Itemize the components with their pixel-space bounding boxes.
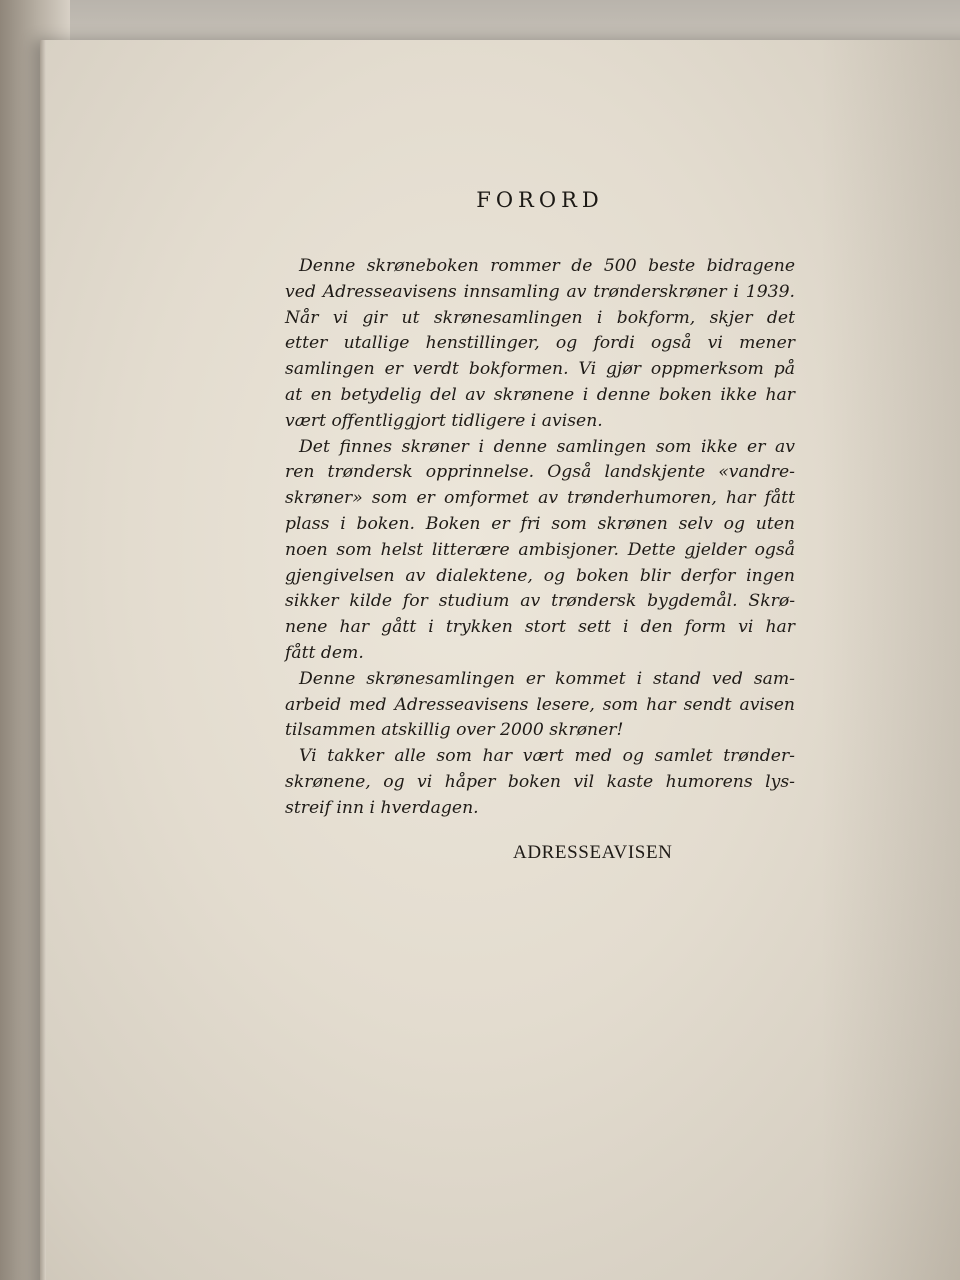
text-line: Vi takker alle som har vært med og samlet trønder- [299,746,795,767]
text-line: at en betydelig del av skrønene i denne boken ikke har [285,384,795,405]
text-line: ren trøndersk opprinnelse. Også landskjente «vandre- [285,462,795,483]
text-line: Denne skrøneboken rommer de 500 beste bidragene [299,256,795,276]
paragraph-1 [285,254,795,435]
text-line: streif inn i hverdagen. [285,797,479,818]
text-line: plass i boken. Boken er fri som skrønen selv og uten [285,513,795,534]
paragraph-3 [285,667,795,744]
paragraph-2 [285,435,795,667]
page-shadow [820,40,960,1280]
text-line: sikker kilde for studium av trøndersk bygdemål. Skrø- [285,591,795,612]
foreword-text-block [285,188,795,864]
text-line: fått dem. [285,642,364,663]
text-line: Det finnes skrøner i denne samlingen som ikke er av [299,436,795,457]
text-line: samlingen er verdt bokformen. Vi gjør oppmerksom på [285,359,795,380]
paragraph-4 [285,744,795,821]
text-line: nene har gått i trykken stort sett i den form vi har [285,617,795,638]
text-line: ved Adresseavisens innsamling av trønderskrøner i 1939. [285,281,795,302]
text-line: gjengivelsen av dialektene, og boken blir derfor ingen [285,565,795,586]
text-line: skrøner» som er omformet av trønderhumoren, har fått [285,488,795,509]
page-edge [40,40,46,1280]
text-line: Denne skrønesamlingen er kommet i stand ved sam- [299,668,795,689]
text-line: skrønene, og vi håper boken vil kaste humorens lys- [285,771,795,792]
signature: ADRESSEAVISEN [513,841,673,863]
text-line: arbeid med Adresseavisens lesere, som har sendt avisen [285,694,795,715]
text-line: noen som helst litterære ambisjoner. Dette gjelder også [285,539,795,560]
text-line: Når vi gir ut skrønesamlingen i bokform, skjer det [285,307,795,328]
page-title: FORORD [476,188,604,212]
text-line: vært offentliggjort tidligere i avisen. [285,410,603,431]
text-line: etter utallige henstillinger, og fordi også vi mener [285,333,795,354]
text-line: tilsammen atskillig over 2000 skrøner! [285,720,624,741]
